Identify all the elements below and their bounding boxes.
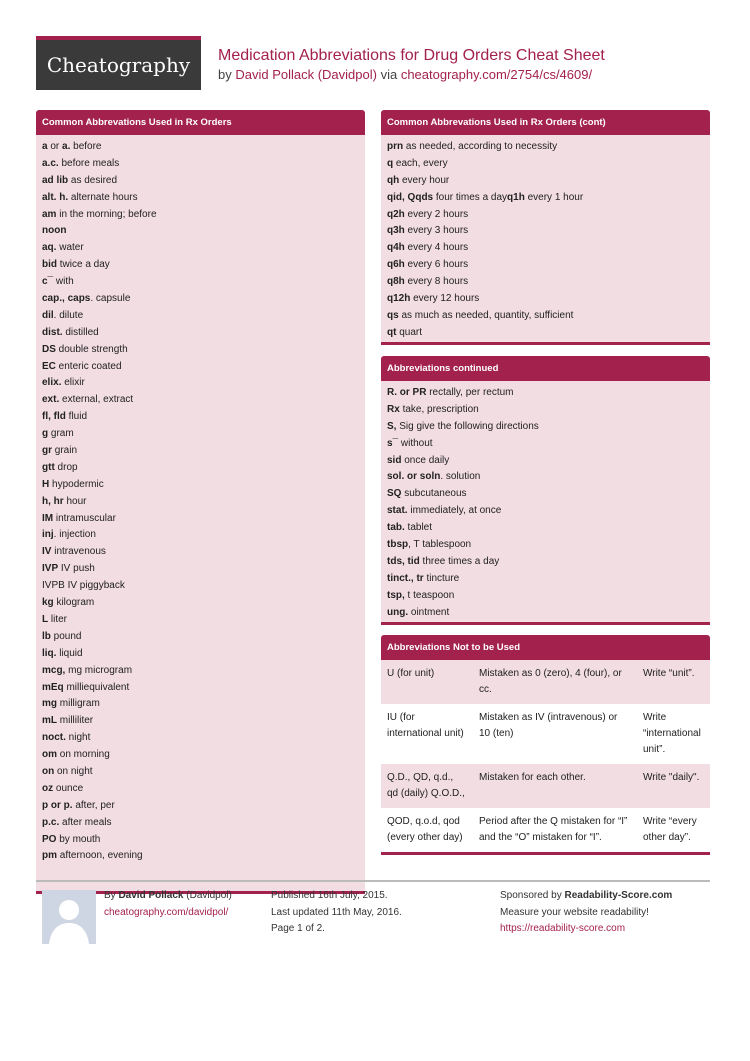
list-item: Rx take, prescription <box>387 403 479 415</box>
list-item: aq. water <box>42 242 84 254</box>
list-item: q6h every 6 hours <box>387 259 469 271</box>
list-item: IVPB IV piggyback <box>42 580 125 592</box>
list-item: liq. liquid <box>42 647 83 659</box>
list-item: H hypodermic <box>42 478 104 490</box>
author-profile-link[interactable]: cheatography.com/davidpol/ <box>104 906 229 918</box>
list-item: S, Sig give the following directions <box>387 420 539 432</box>
updated-date: Last updated 11th May, 2016. <box>271 906 402 918</box>
cheatography-logo[interactable] <box>36 36 201 90</box>
list-item: EC enteric coated <box>42 360 122 372</box>
list-item: tds, tid three times a day <box>387 555 500 567</box>
list-item: pm afternoon, evening <box>42 850 143 862</box>
list-item: p or p. after, per <box>42 799 115 811</box>
footer-sponsor <box>500 888 672 938</box>
byline <box>218 67 592 82</box>
list-item: R. or PR rectally, per rectum <box>387 387 514 398</box>
section-body <box>381 660 710 855</box>
user-silhouette-icon <box>42 890 96 944</box>
sponsor-name: Readability-Score.com <box>564 890 673 901</box>
list-item: tinct., tr tincture <box>387 572 460 584</box>
section-title: Abbreviations continued <box>381 356 710 381</box>
list-item: q12h every 12 hours <box>387 293 480 305</box>
section-title: Common Abbrevations Used in Rx Orders <box>36 110 365 135</box>
table-cell: IU (for international unit) <box>381 704 473 764</box>
list-item: s¯ without <box>387 437 433 449</box>
list-item: oz ounce <box>42 782 84 794</box>
section-title: Abbreviations Not to be Used <box>381 635 710 660</box>
list-item: noct. night <box>42 732 91 744</box>
list-item: h, hr hour <box>42 495 87 507</box>
section-common-abbreviations-cont <box>381 110 710 345</box>
table-cell: Write "daily". <box>637 764 710 808</box>
list-item: sol. or soln. solution <box>387 471 481 483</box>
list-item: stat. immediately, at once <box>387 505 502 517</box>
do-not-use-table <box>381 660 710 852</box>
footer-author-name: David Pollack <box>118 890 184 901</box>
list-item: mg milligram <box>42 698 100 710</box>
section-body <box>381 381 710 625</box>
list-item: noon <box>42 225 67 237</box>
list-item: dist. distilled <box>42 326 99 338</box>
footer-author-handle: (Davidpol) <box>183 890 232 901</box>
sponsor-tagline: Measure your website readability! <box>500 906 649 918</box>
author-link[interactable]: David Pollack (Davidpol) <box>235 67 377 82</box>
list-item: L liter <box>42 613 68 625</box>
page-footer <box>36 880 710 960</box>
table-row <box>381 660 710 704</box>
footer-author-line <box>104 888 232 905</box>
list-item: a.c. before meals <box>42 157 120 169</box>
published-date: Published 16th July, 2015. <box>271 890 388 901</box>
list-item: am in the morning; before <box>42 208 157 220</box>
list-item: inj. injection <box>42 529 96 541</box>
list-item: cap., caps. capsule <box>42 293 131 305</box>
avatar[interactable] <box>42 890 96 944</box>
sponsor-link[interactable]: https://readability-score.com <box>500 923 626 934</box>
byline-via: via <box>376 67 401 82</box>
list-item: IVP IV push <box>42 563 95 575</box>
table-row <box>381 808 710 852</box>
table-cell: Q.D., QD, q.d., qd (daily) Q.O.D., <box>381 764 473 808</box>
section-abbreviations-not-to-be-used <box>381 635 710 855</box>
list-item: tsp, t teaspoon <box>387 589 455 601</box>
list-item: ung. ointment <box>387 606 450 618</box>
sponsor-line <box>500 888 672 905</box>
list-item: PO by mouth <box>42 833 101 845</box>
page-title: Medication Abbreviations for Drug Orders Cheat Sheet <box>218 47 605 64</box>
list-item: alt. h. alternate hours <box>42 191 138 203</box>
table-cell: Period after the Q mistaken for “I” and the “O” mistaken for “I”. <box>473 808 637 852</box>
list-item: mcg, mg microgram <box>42 664 133 676</box>
footer-dates <box>271 888 402 938</box>
list-item: dil. dilute <box>42 309 84 321</box>
section-abbreviations-continued <box>381 356 710 625</box>
table-row <box>381 764 710 808</box>
list-item: q2h every 2 hours <box>387 208 469 220</box>
list-item: prn as needed, according to necessity <box>387 141 558 152</box>
table-cell: Mistaken as IV (intravenous) or 10 (ten) <box>473 704 637 764</box>
table-cell: Write “international unit”. <box>637 704 710 764</box>
list-item: qid, Qqds four times a dayq1h every 1 hour <box>387 191 584 203</box>
section-body <box>36 135 365 894</box>
list-item: fl, fld fluid <box>42 411 88 423</box>
footer-author <box>104 888 232 921</box>
page-number: Page 1 of 2. <box>271 923 325 934</box>
list-item: mEq milliequivalent <box>42 681 130 693</box>
list-item: tbsp, T tablespoon <box>387 539 472 551</box>
list-item: om on morning <box>42 749 110 761</box>
section-title: Common Abbrevations Used in Rx Orders (cont) <box>381 110 710 135</box>
list-item: on on night <box>42 765 93 777</box>
list-item: q3h every 3 hours <box>387 225 469 237</box>
table-cell: Write “unit”. <box>637 660 710 704</box>
list-item: lb pound <box>42 630 82 642</box>
list-item: p.c. after meals <box>42 816 112 828</box>
list-item: a or a. before <box>42 141 102 152</box>
sheet-url-link[interactable]: cheatography.com/2754/cs/4609/ <box>400 67 593 82</box>
list-item: ad lib as desired <box>42 174 118 186</box>
byline-by: by <box>218 67 236 82</box>
list-item: sid once daily <box>387 454 450 466</box>
list-item: elix. elixir <box>42 377 85 389</box>
table-cell: Mistaken as 0 (zero), 4 (four), or cc. <box>473 660 637 704</box>
list-item: qh every hour <box>387 174 450 186</box>
list-item: q8h every 8 hours <box>387 276 469 288</box>
list-item: bid twice a day <box>42 259 110 271</box>
table-cell: U (for unit) <box>381 660 473 704</box>
table-row <box>381 704 710 764</box>
list-item: kg kilogram <box>42 597 95 609</box>
list-item: q each, every <box>387 157 448 169</box>
list-item: gr grain <box>42 445 78 457</box>
list-item: qt quart <box>387 326 423 338</box>
footer-by: By <box>104 890 119 901</box>
list-item: IV intravenous <box>42 546 106 558</box>
list-item: ext. external, extract <box>42 394 134 406</box>
list-item: gtt drop <box>42 461 78 473</box>
table-cell: QOD, q.o.d, qod (every other day) <box>381 808 473 852</box>
section-common-abbreviations <box>36 110 365 894</box>
list-item: IM intramuscular <box>42 512 116 524</box>
list-item: tab. tablet <box>387 522 433 534</box>
list-item: DS double strength <box>42 343 128 355</box>
list-item: g gram <box>42 428 74 440</box>
list-item: qs as much as needed, quantity, sufficient <box>387 309 574 321</box>
list-item: q4h every 4 hours <box>387 242 469 254</box>
sponsor-prefix: Sponsored by <box>500 890 565 901</box>
list-item: c¯ with <box>42 276 74 288</box>
list-item: mL milliliter <box>42 715 94 727</box>
logo-text: Cheatography <box>46 53 191 77</box>
list-item: SQ subcutaneous <box>387 488 467 500</box>
section-body <box>381 135 710 345</box>
table-cell: Write “every other day”. <box>637 808 710 852</box>
table-cell: Mistaken for each other. <box>473 764 637 808</box>
